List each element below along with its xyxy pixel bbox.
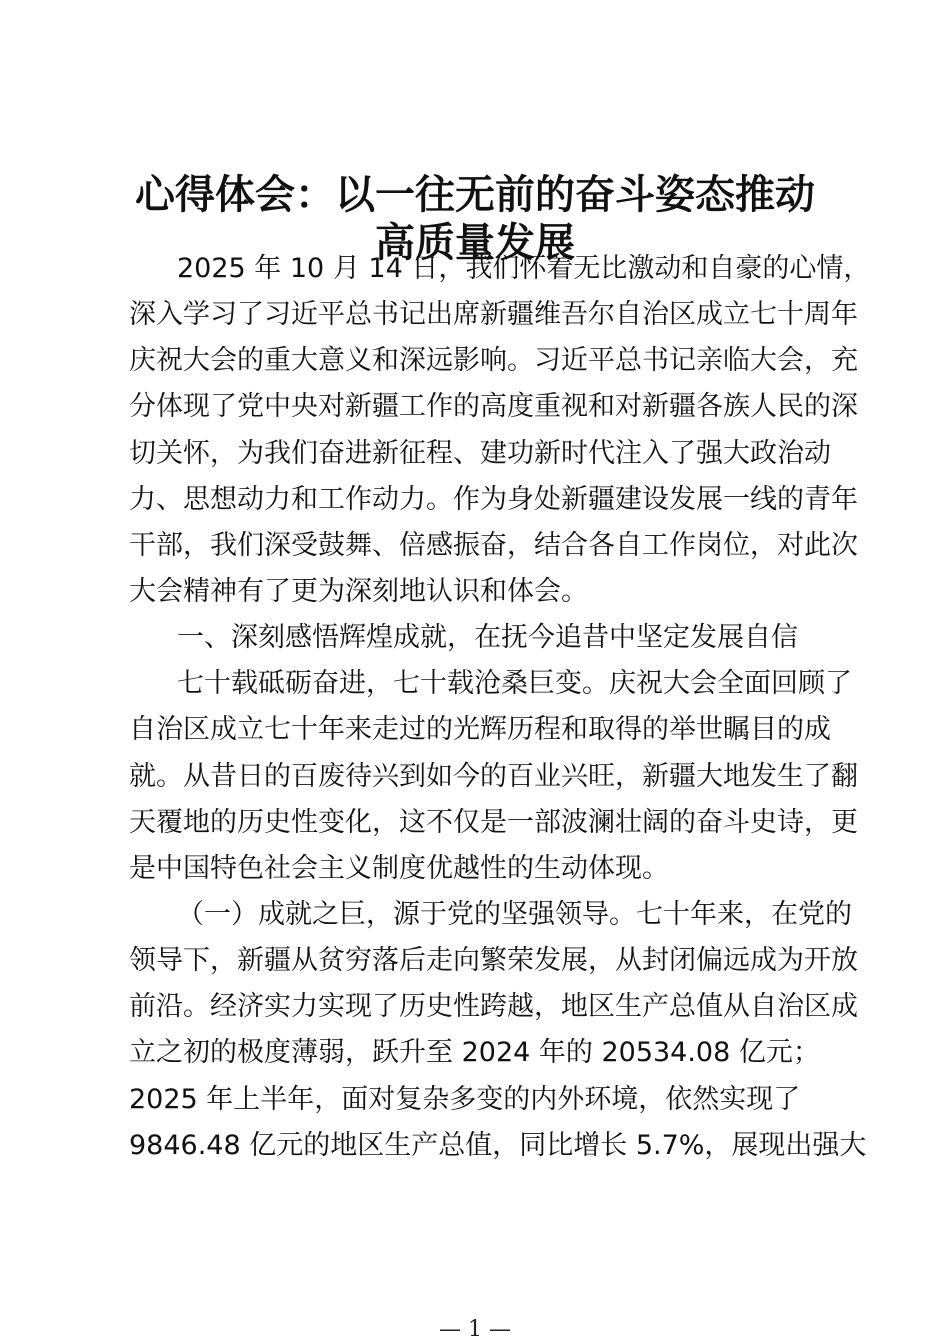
text-line: 七十载砥砺奋进，七十载沧桑巨变。庆祝大会全面回顾了	[177, 668, 852, 700]
text-line: 前沿。经济实力实现了历史性跨越，地区生产总值从自治区成	[129, 991, 858, 1023]
text-line: 一、深刻感悟辉煌成就，在抚今追昔中坚定发展自信	[177, 622, 798, 654]
text-line: 干部，我们深受鼓舞、倍感振奋，结合各自工作岗位，对此次	[129, 529, 858, 561]
text-line: 2025 年上半年，面对复杂多变的内外环境，依然实现了	[129, 1083, 801, 1115]
document-title-line-1: 心得体会：以一往无前的奋斗姿态推动	[135, 171, 815, 218]
text-line: 立之初的极度薄弱，跃升至 2024 年的 20534.08 亿元；	[129, 1037, 820, 1069]
text-line: 切关怀，为我们奋进新征程、建功新时代注入了强大政治动	[129, 437, 831, 469]
text-line: 分体现了党中央对新疆工作的高度重视和对新疆各族人民的深	[129, 391, 858, 423]
document-title-line-2: 高质量发展	[375, 219, 575, 266]
text-line: 就。从昔日的百废待兴到如今的百业兴旺，新疆大地发生了翻	[129, 760, 858, 792]
document-body	[129, 246, 871, 1169]
text-line: 领导下，新疆从贫穷落后走向繁荣发展，从封闭偏远成为开放	[129, 945, 858, 977]
page-number: — 1 —	[439, 1317, 511, 1342]
text-line: 庆祝大会的重大意义和深远影响。习近平总书记亲临大会，充	[129, 345, 858, 377]
text-line: 力、思想动力和工作动力。作为身处新疆建设发展一线的青年	[129, 483, 858, 515]
text-line: 天覆地的历史性变化，这不仅是一部波澜壮阔的奋斗史诗，更	[129, 806, 858, 838]
text-line: 自治区成立七十年来走过的光辉历程和取得的举世瞩目的成	[129, 714, 831, 746]
text-line: 大会精神有了更为深刻地认识和体会。	[129, 575, 588, 607]
text-line: 2025 年 10 月 14 日，我们怀着无比激动和自豪的心情，	[177, 253, 871, 284]
text-line: 深入学习了习近平总书记出席新疆维吾尔自治区成立七十周年	[129, 299, 858, 331]
text-line: 是中国特色社会主义制度优越性的生动体现。	[129, 852, 669, 884]
text-line: 9846.48 亿元的地区生产总值，同比增长 5.7%，展现出强大	[129, 1129, 867, 1161]
text-line: （一）成就之巨，源于党的坚强领导。七十年来，在党的	[177, 898, 852, 930]
